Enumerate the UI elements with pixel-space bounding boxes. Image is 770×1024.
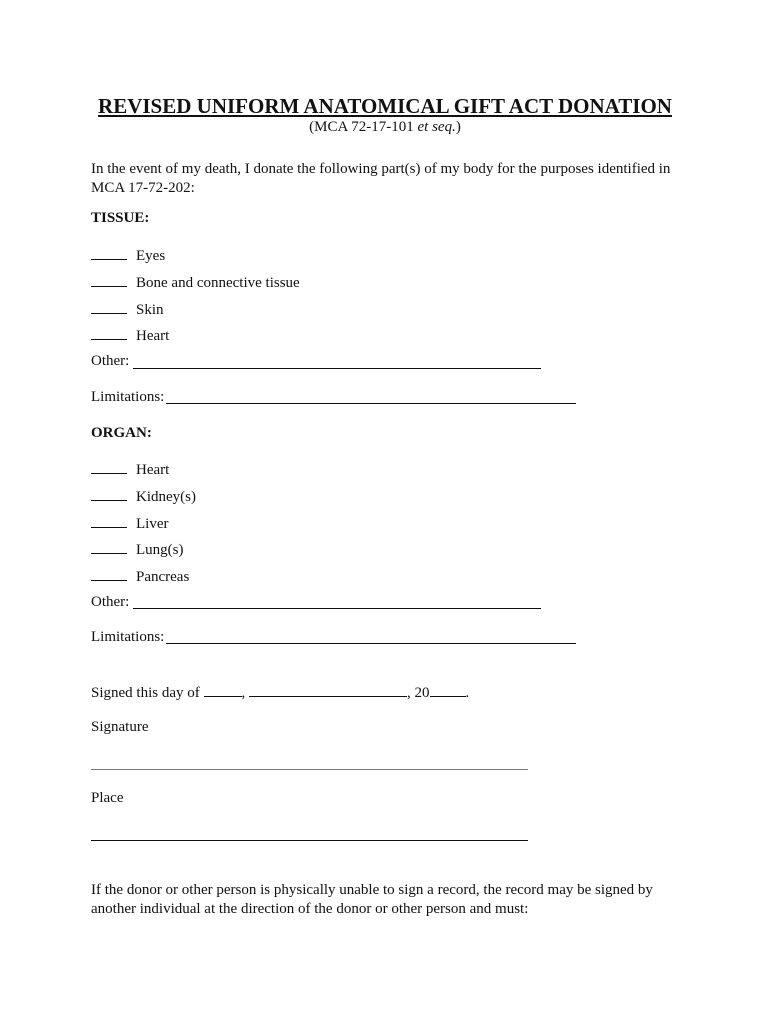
- organ-item-label: Liver: [136, 516, 169, 532]
- citation-italic: et seq.: [417, 119, 456, 135]
- signature-label: Signature: [91, 719, 149, 735]
- comma: ,: [241, 685, 246, 701]
- year-prefix: , 20: [407, 685, 430, 701]
- tissue-item-label: Bone and connective tissue: [136, 275, 300, 291]
- organ-item-label: Kidney(s): [136, 489, 196, 505]
- organ-item[interactable]: [91, 540, 184, 560]
- tissue-item[interactable]: [91, 300, 164, 320]
- organ-other-field[interactable]: [133, 608, 541, 609]
- tissue-item-label: Skin: [136, 302, 164, 318]
- organ-item[interactable]: [91, 567, 189, 587]
- checkbox-blank[interactable]: [91, 273, 127, 287]
- organ-item-label: Lung(s): [136, 542, 184, 558]
- month-field[interactable]: [249, 683, 407, 697]
- checkbox-blank[interactable]: [91, 540, 127, 554]
- place-label: Place: [91, 790, 124, 806]
- organ-item[interactable]: [91, 460, 169, 480]
- signature-field[interactable]: [91, 769, 528, 770]
- footer-note: If the donor or other person is physically unable to sign a record, the record may be signed by another individual at the direction of the donor or other person and must:: [91, 882, 653, 917]
- tissue-other-field[interactable]: [133, 368, 541, 369]
- form-citation: [0, 119, 770, 136]
- checkbox-blank[interactable]: [91, 567, 127, 581]
- tissue-limitations-field[interactable]: [166, 403, 576, 404]
- form-title: REVISED UNIFORM ANATOMICAL GIFT ACT DONATION: [98, 94, 672, 118]
- intro-paragraph: In the event of my death, I donate the following part(s) of my body for the purposes identified in MCA 17-72-202:: [91, 161, 671, 196]
- organ-item[interactable]: [91, 487, 196, 507]
- checkbox-blank[interactable]: [91, 326, 127, 340]
- checkbox-blank[interactable]: [91, 487, 127, 501]
- tissue-limitations-label: Limitations:: [91, 389, 165, 405]
- tissue-item[interactable]: [91, 326, 169, 346]
- tissue-item-label: Eyes: [136, 248, 166, 264]
- citation-suffix: ): [455, 119, 461, 135]
- checkbox-blank[interactable]: [91, 300, 127, 314]
- citation-prefix: (MCA 72-17-101: [309, 119, 418, 135]
- organ-heading: ORGAN:: [91, 425, 152, 441]
- tissue-item[interactable]: [91, 273, 300, 293]
- checkbox-blank[interactable]: [91, 460, 127, 474]
- year-field[interactable]: [430, 683, 466, 697]
- period: .: [465, 685, 470, 701]
- day-field[interactable]: [204, 683, 242, 697]
- checkbox-blank[interactable]: [91, 246, 127, 260]
- organ-item[interactable]: [91, 514, 168, 534]
- organ-item-label: Heart: [136, 462, 170, 478]
- organ-other-label: Other:: [91, 594, 130, 610]
- checkbox-blank[interactable]: [91, 514, 127, 528]
- tissue-item-label: Heart: [136, 328, 170, 344]
- signed-date-line: [91, 683, 469, 702]
- tissue-heading: TISSUE:: [91, 210, 150, 226]
- organ-limitations-label: Limitations:: [91, 629, 165, 645]
- tissue-item[interactable]: [91, 246, 165, 266]
- tissue-other-label: Other:: [91, 353, 130, 369]
- organ-item-label: Pancreas: [136, 569, 190, 585]
- organ-limitations-field[interactable]: [166, 643, 576, 644]
- signed-prefix: Signed this day of: [91, 685, 200, 701]
- place-field[interactable]: [91, 840, 528, 841]
